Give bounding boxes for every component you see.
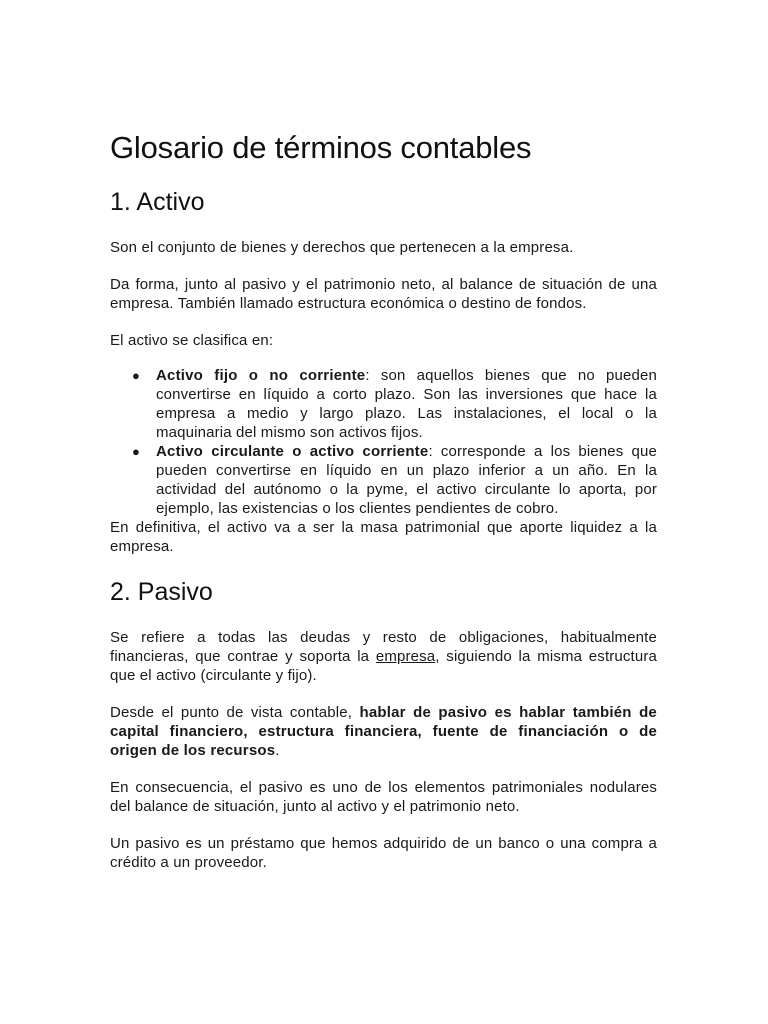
pasivo-paragraph-3: En consecuencia, el pasivo es uno de los elementos patrimoniales nodulares del balance de situación, junto al activo y el patrimonio neto. bbox=[110, 779, 657, 815]
activo-paragraph-4: En definitiva, el activo va a ser la masa patrimonial que aporte liquidez a la empresa. bbox=[110, 519, 657, 555]
pasivo-p1-text-a: Se refiere a todas las deudas y resto de obligaciones, habitualmente financieras, que contrae y soporta la bbox=[110, 629, 657, 665]
document-page bbox=[110, 128, 657, 890]
activo-paragraph-3: El activo se clasifica en: bbox=[110, 332, 274, 349]
pasivo-paragraph-2 bbox=[110, 703, 657, 760]
list-item-term: Activo circulante o activo corriente bbox=[156, 443, 429, 460]
pasivo-paragraph-1 bbox=[110, 628, 657, 685]
pasivo-p2-text-b: . bbox=[275, 742, 280, 759]
section-heading-pasivo: 2. Pasivo bbox=[110, 578, 213, 606]
list-item-text: : son aquellos bienes que no pueden convertirse en líquido a corto plazo. Son las inversiones que hace la empresa a medio y largo plazo. Las instalaciones, el local o la maquinaria del mismo son activos fijos. bbox=[156, 367, 658, 441]
list-item-text: : corresponde a los bienes que pueden convertirse en líquido en un plazo inferior a un año. En la actividad del autónomo o la pyme, el activo circulante lo aporta, por ejemplo, las existencias o los clientes pendientes de cobro. bbox=[156, 443, 658, 517]
empresa-link[interactable]: empresa bbox=[375, 648, 436, 665]
pasivo-p2-bold: hablar de pasivo es hablar también de capital financiero, estructura financiera, fuente de financiación o de origen de los recursos bbox=[110, 704, 657, 759]
activo-classification-list bbox=[110, 366, 657, 518]
document-title: Glosario de términos contables bbox=[110, 130, 532, 165]
pasivo-p1-text-b: , siguiendo la misma estructura que el activo (circulante y fijo). bbox=[110, 648, 657, 684]
activo-paragraph-2: Da forma, junto al pasivo y el patrimonio neto, al balance de situación de una empresa. También llamado estructura económica o destino de fondos. bbox=[110, 276, 657, 312]
list-item bbox=[110, 442, 657, 518]
bullet-icon: ● bbox=[132, 368, 141, 383]
bullet-icon: ● bbox=[132, 444, 141, 459]
pasivo-p2-text-a: Desde el punto de vista contable, bbox=[110, 704, 360, 721]
section-heading-activo: 1. Activo bbox=[110, 188, 205, 216]
activo-paragraph-1: Son el conjunto de bienes y derechos que pertenecen a la empresa. bbox=[110, 239, 574, 256]
pasivo-paragraph-4: Un pasivo es un préstamo que hemos adquirido de un banco o una compra a crédito a un proveedor. bbox=[110, 835, 657, 871]
list-item-term: Activo fijo o no corriente bbox=[156, 367, 366, 384]
list-item bbox=[110, 366, 657, 442]
